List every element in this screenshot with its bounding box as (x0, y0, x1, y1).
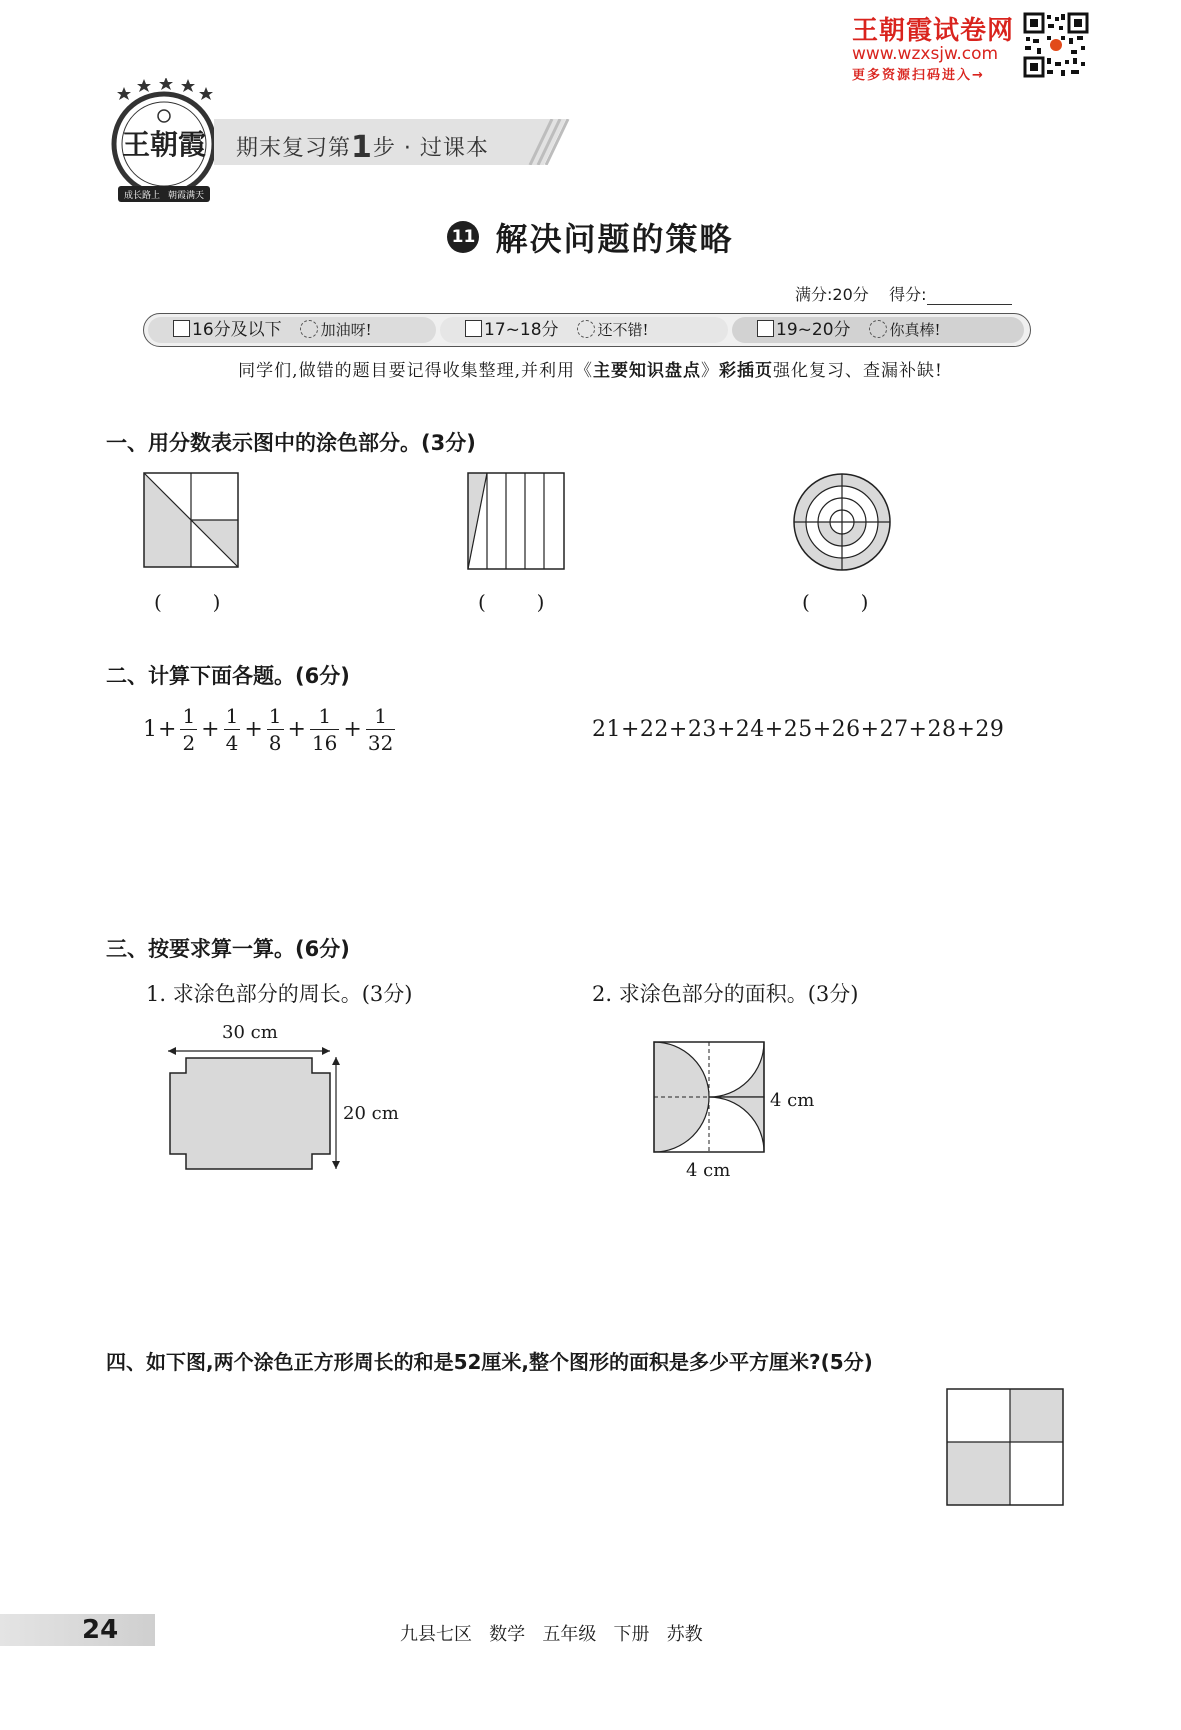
fig3b-bottom-label: 4 cm (686, 1160, 731, 1181)
answer-blank[interactable]: ( ) (478, 590, 545, 614)
section-1-heading: 一、用分数表示图中的涂色部分。(3分) (106, 431, 476, 455)
sub-question-2: 2. 求涂色部分的面积。(3分) (592, 982, 859, 1006)
brand-url[interactable]: www.wzxsjw.com (852, 44, 999, 64)
smiley-icon (300, 320, 318, 338)
brand-title: 王朝霞试卷网 (852, 16, 1015, 46)
qr-code-icon[interactable] (1023, 12, 1089, 78)
study-note: 同学们,做错的题目要记得收集整理,并利用《主要知识盘点》彩插页强化复习、查漏补缺! (238, 361, 943, 381)
brand-logo (104, 78, 224, 210)
answer-blank[interactable]: ( ) (154, 590, 221, 614)
page-title (0, 214, 1181, 260)
score-blank[interactable] (927, 288, 1012, 305)
title-text: 解决问题的策略 (495, 220, 734, 258)
fig1c-circles-diagram (792, 472, 892, 572)
fig1a-square-diagram (143, 472, 239, 568)
checkbox[interactable] (173, 320, 190, 337)
fig3a-height-label: 20 cm (343, 1103, 399, 1124)
svg-text:朝霞满天: 朝霞满天 (167, 191, 205, 201)
full-score: 满分:20分 (795, 285, 869, 304)
fig4-two-squares (946, 1388, 1064, 1506)
brand-cta[interactable]: 更多资源扫码进入→ (852, 68, 985, 83)
fraction-sum-expression: 1 + $\frac{1}{2}$ + $\frac{1}{4}$ + $\frac{1}{8}$ + $\frac{1}{16}$ + $\frac{1}{32}$ (143, 704, 394, 756)
section-2-heading: 二、计算下面各题。(6分) (106, 664, 350, 688)
grade-segment[interactable]: 19~20分 你真棒! (732, 317, 1024, 343)
grade-segment[interactable]: 17~18分 还不错! (440, 317, 728, 343)
checkbox[interactable] (757, 320, 774, 337)
fig3b-side-label: 4 cm (770, 1090, 815, 1111)
svg-text:成长路上: 成长路上 (123, 191, 161, 201)
smiley-icon (577, 320, 595, 338)
title-number-badge: 11 (447, 221, 479, 253)
footer-page-tab (0, 1614, 155, 1646)
section-3-heading: 三、按要求算一算。(6分) (106, 937, 350, 961)
score-label: 得分: (889, 285, 927, 304)
section-4-heading: 四、如下图,两个涂色正方形周长的和是52厘米,整个图形的面积是多少平方厘米?(5分) (106, 1350, 873, 1374)
page-number: 24 (82, 1615, 119, 1645)
integer-sum-expression: 21+22+23+24+25+26+27+28+29 (592, 717, 1005, 742)
checkbox[interactable] (465, 320, 482, 337)
fig3a-width-label: 30 cm (222, 1022, 278, 1043)
logo-name: 王朝霞 (121, 128, 207, 161)
score-line (795, 282, 1012, 305)
answer-blank[interactable]: ( ) (802, 590, 869, 614)
grade-bar (143, 313, 1031, 347)
fig3b-quarter-circles-square (652, 1040, 766, 1154)
footer-book-info: 九县七区 数学 五年级 下册 苏教 (400, 1624, 703, 1645)
fig3a-notched-rectangle (160, 1042, 350, 1176)
fig1b-strips-diagram (467, 472, 565, 570)
step-ribbon-text: 期末复习第1步 · 过课本 (236, 130, 489, 165)
grade-segment[interactable]: 16分及以下 加油呀! (148, 317, 436, 343)
smiley-icon (869, 320, 887, 338)
sub-question-1: 1. 求涂色部分的周长。(3分) (146, 982, 413, 1006)
